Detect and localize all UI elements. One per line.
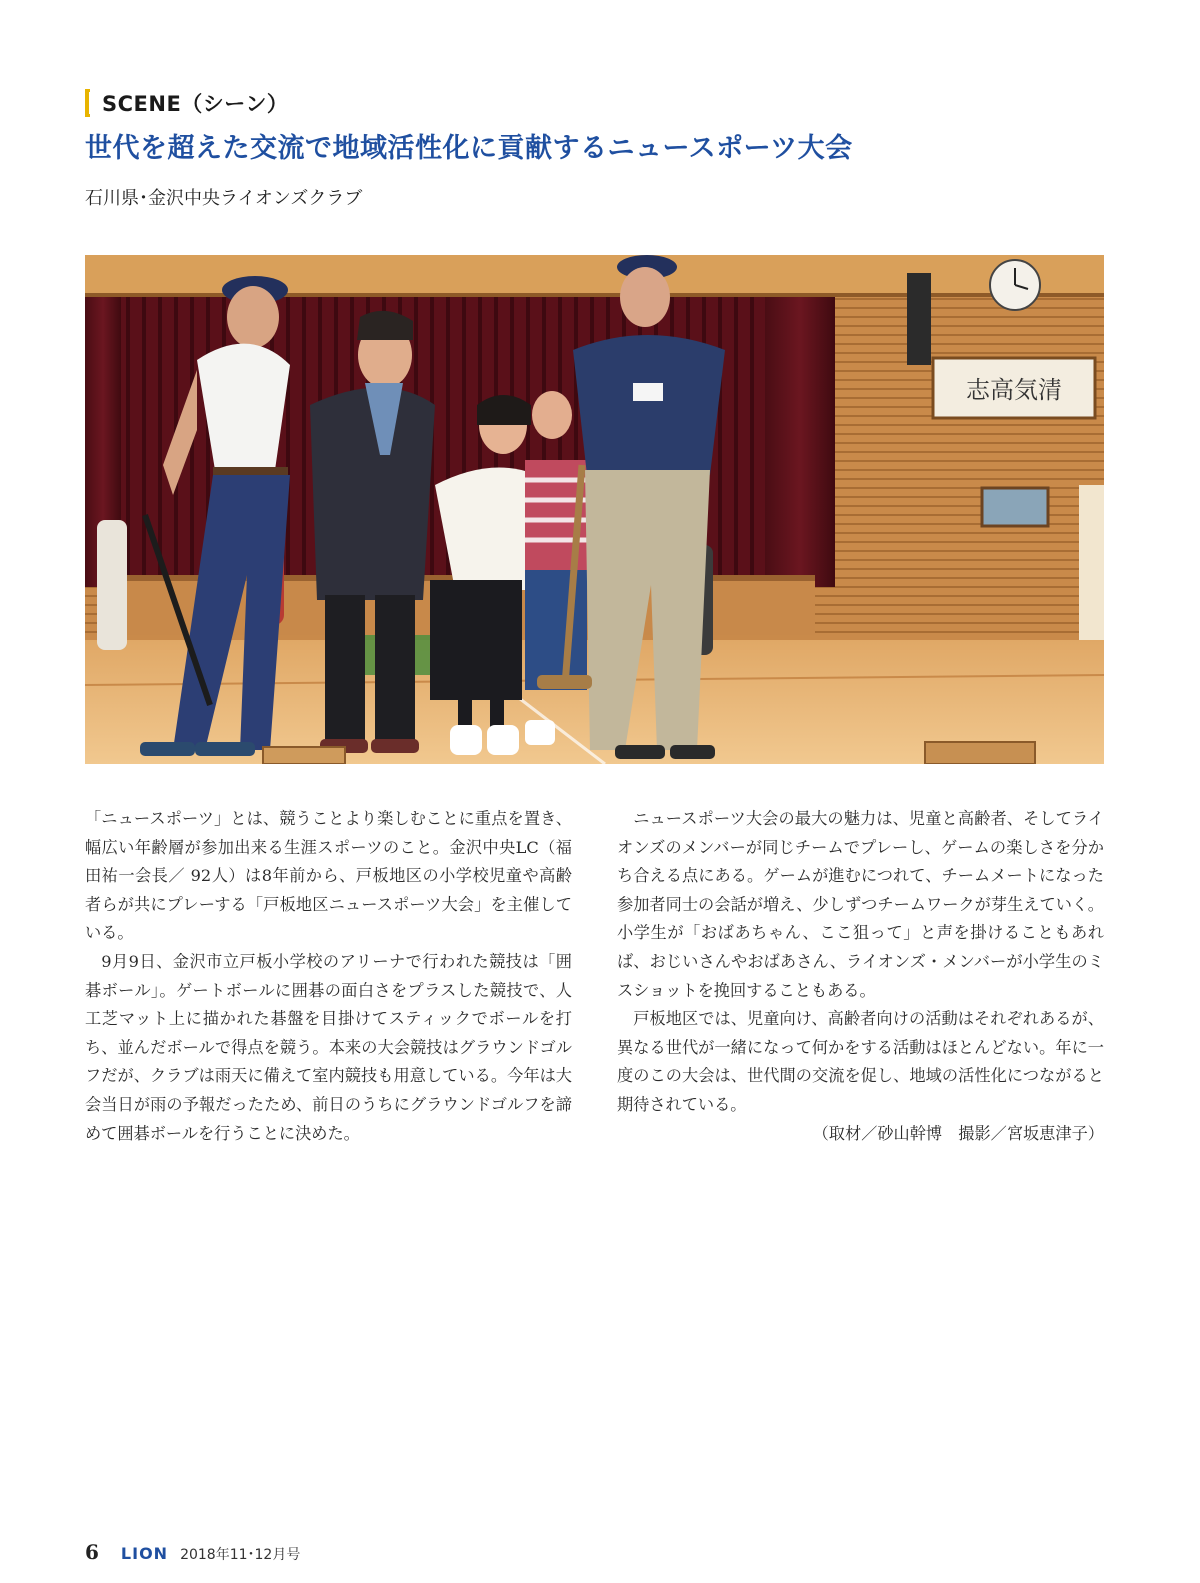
article-photo: [85, 255, 1104, 764]
section-header: [85, 88, 288, 118]
club-name: 石川県･金沢中央ライオンズクラブ: [85, 188, 363, 209]
calligraphy-text: 志高気清: [966, 376, 1062, 404]
article-paragraph: 戸板地区では、児童向け、高齢者向けの活動はそれぞれあるが、異なる世代が一緒になって何かをする活動はほとんどない。年に一度のこの大会は、世代間の交流を促し、地域の活性化につながると期待されている。: [617, 1009, 1104, 1114]
article-paragraph: ニュースポーツ大会の最大の魅力は、児童と高齢者、そしてライオンズのメンバーが同じチームでプレーし、ゲームの楽しさを分かち合える点にある。ゲームが進むにつれて、チームメートになった参加者同士の会話が増え、少しずつチームワークが芽生えていく。小学生が「おばあちゃん、ここ狙って」と声を掛けることもあれば、おじいさんやおばあさん、ライオンズ・メンバーが小学生のミスショットを挽回することもある。: [617, 809, 1104, 1000]
article-body-left-column: [85, 805, 572, 1148]
page-number: 6: [85, 1540, 99, 1564]
article-body-right-column: [617, 805, 1104, 1148]
article-title: 世代を超えた交流で地域活性化に貢献するニュースポーツ大会: [85, 133, 853, 164]
article-paragraph: 9月9日、金沢市立戸板小学校のアリーナで行われた競技は「囲碁ボール」。ゲートボールに囲碁の面白さをプラスした競技で、人工芝マット上に描かれた碁盤を目掛けてスティックでボールを打ち、並んだボールで得点を競う。本来の大会競技はグラウンドゴルフだが、クラブは雨天に備えて室内競技も用意している。今年は大会当日が雨の予報だったため、前日のうちにグラウンドゴルフを諦めて囲碁ボールを行うことに決めた。: [85, 951, 572, 1143]
section-label: SCENE（シーン）: [102, 92, 289, 116]
photo-credit: （取材／砂山幹博 撮影／宮坂恵津子）: [812, 1123, 1104, 1143]
issue-date: 2018年11･12月号: [180, 1547, 301, 1563]
magazine-name: LION: [120, 1544, 169, 1563]
page-footer: [85, 1540, 300, 1564]
section-bracket-mark: [85, 89, 90, 117]
article-paragraph: 「ニュースポーツ」とは、競うことより楽しむことに重点を置き、幅広い年齢層が参加出来る生涯スポーツのこと。金沢中央LC（福田祐一会長／ 92人）は8年前から、戸板地区の小学校児童や高齢者らが共にプレーする「戸板地区ニュースポーツ大会」を主催している。: [85, 809, 572, 943]
